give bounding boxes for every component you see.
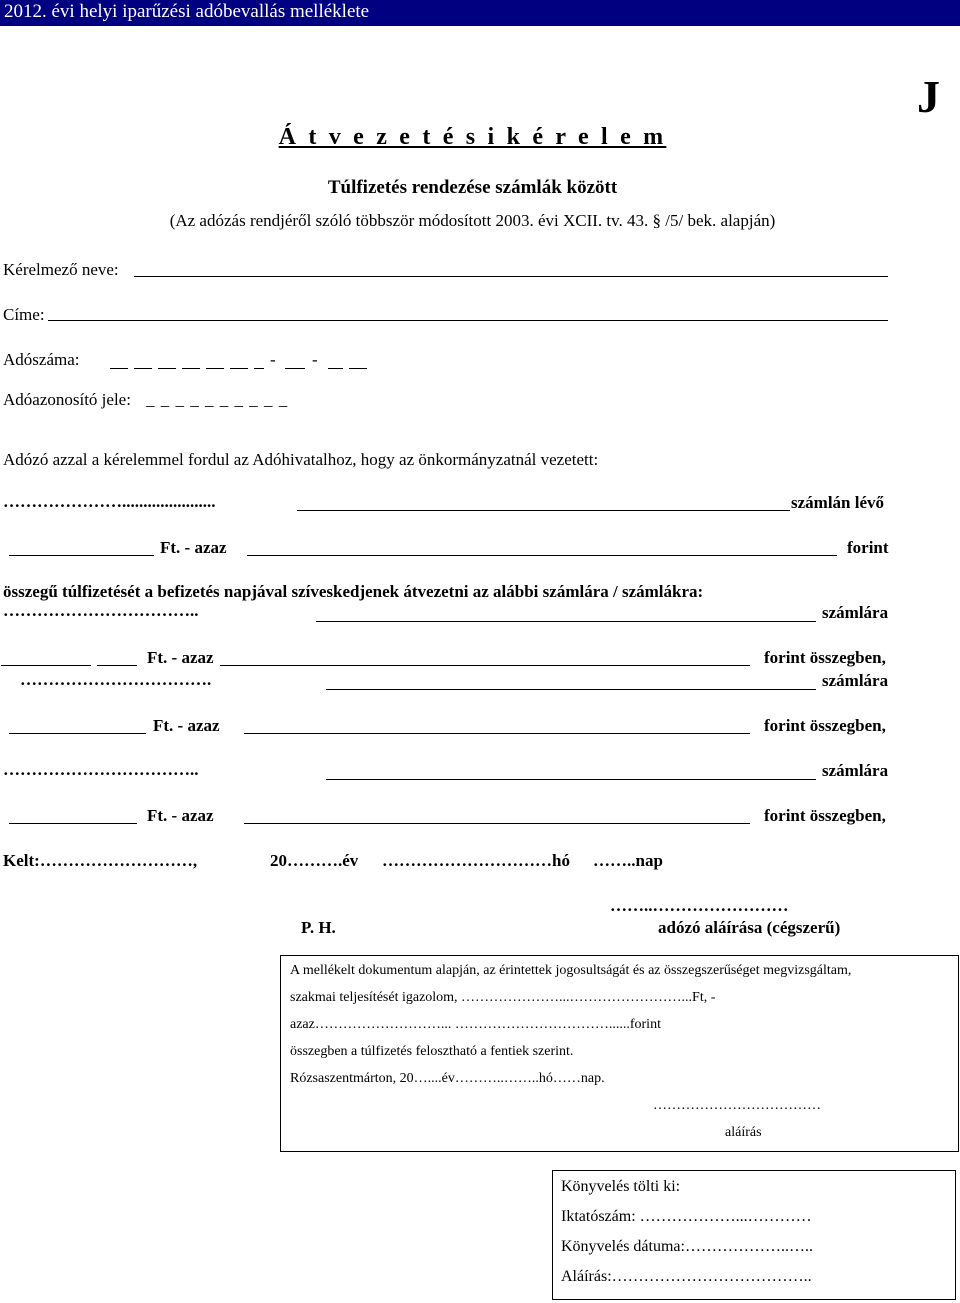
day-field[interactable]: ……..nap — [593, 851, 663, 870]
form-title: Á t v e z e t é s i k é r e l e m — [278, 124, 667, 150]
tax-digit-box[interactable] — [230, 368, 248, 369]
ph-label: P. H. — [301, 918, 336, 937]
booking-title: Könyvelés tölti ki: — [561, 1178, 681, 1195]
target-account-2-dots[interactable]: ……………………………. — [20, 670, 212, 689]
tax-digit-box[interactable] — [110, 368, 128, 369]
applicant-name-field[interactable] — [134, 276, 888, 277]
target-3-amount-field[interactable] — [9, 823, 137, 824]
source-suffix: számlán lévő — [791, 493, 885, 512]
certify-line-4: összegben a túlfizetés felosztható a fentiek szerint. — [290, 1044, 574, 1059]
certify-sign-label: aláírás — [725, 1125, 762, 1140]
target-account-3-dots[interactable]: …………………………….. — [3, 760, 199, 779]
target-account-2-field[interactable] — [326, 689, 816, 690]
target-account-3-field[interactable] — [326, 779, 816, 780]
year-field[interactable]: 20……….év — [270, 851, 359, 870]
certify-sign-dots[interactable]: ……………………………… — [653, 1098, 821, 1113]
source-amount-words-field[interactable] — [247, 555, 837, 556]
transfer-text: összegű túlfizetését a befizetés napjával szíveskedjenek átvezetni az alábbi számlára / számlákra: — [3, 582, 704, 601]
tax-digit-box[interactable] — [349, 368, 367, 369]
applicant-label: Kérelmező neve: — [3, 260, 119, 279]
tax-id-label: Adóazonosító jele: — [3, 390, 131, 409]
address-label: Címe: — [3, 305, 45, 324]
forint-osszegben-label: forint összegben, — [764, 716, 886, 735]
ft-azaz-label: Ft. - azaz — [153, 716, 220, 735]
tax-digit-box[interactable] — [285, 368, 305, 369]
certify-line-2[interactable]: szakmai teljesítését igazolom, …………………...……………………...Ft, - — [290, 990, 716, 1005]
signature-dots[interactable]: ……..…………………… — [610, 896, 789, 915]
source-account-field[interactable] — [297, 510, 790, 511]
certify-box — [280, 955, 959, 1152]
signature-label: adózó aláírása (cégszerű) — [658, 918, 841, 937]
tax-number-dash: - — [312, 350, 318, 369]
intro-text: Adózó azzal a kérelemmel fordul az Adóhivatalhoz, hogy az önkormányzatnál vezetett: — [3, 450, 599, 469]
szamlara-label: számlára — [822, 761, 889, 780]
tax-id-field[interactable]: _ _ _ _ _ _ _ _ _ _ — [146, 390, 289, 409]
ft-azaz-label: Ft. - azaz — [147, 806, 214, 825]
forint-osszegben-label: forint összegben, — [764, 648, 886, 667]
booking-signature-field[interactable]: Aláírás:……………………………….. — [561, 1268, 812, 1285]
booking-date-field[interactable]: Könyvelés dátuma:………………..….. — [561, 1238, 813, 1255]
forint-label: forint — [847, 538, 889, 557]
ft-azaz-label: Ft. - azaz — [147, 648, 214, 667]
certify-line-5[interactable]: Rózsaszentmárton, 20…....év………..……..hó……nap. — [290, 1071, 605, 1086]
booking-box — [552, 1170, 956, 1300]
tax-digit-box[interactable] — [182, 368, 200, 369]
tax-digit-box[interactable] — [158, 368, 176, 369]
szamlara-label: számlára — [822, 603, 889, 622]
tax-digit-box[interactable] — [134, 368, 152, 369]
law-reference: (Az adózás rendjéről szóló többször módosított 2003. évi XCII. tv. 43. § /5/ bek. alapján) — [169, 211, 776, 230]
target-3-words-field[interactable] — [244, 823, 750, 824]
tax-number-label: Adószáma: — [3, 350, 80, 369]
file-number-field[interactable]: Iktatószám: ………………...………… — [561, 1208, 812, 1225]
target-1-amount-field-2[interactable] — [97, 665, 137, 666]
sheet-letter: J — [917, 71, 940, 122]
header-title: 2012. évi helyi iparűzési adóbevallás melléklete — [4, 1, 370, 22]
tax-number-dash: - — [270, 350, 276, 369]
certify-line-1: A mellékelt dokumentum alapján, az érintettek jogosultságát és az összegszerűséget megvizsgáltam, — [290, 963, 852, 978]
form-subtitle: Túlfizetés rendezése számlák között — [327, 177, 618, 198]
target-2-amount-field[interactable] — [9, 733, 146, 734]
tax-digit-box[interactable] — [254, 368, 264, 369]
szamlara-label: számlára — [822, 671, 889, 690]
kelt-field[interactable]: Kelt:………………………, — [3, 851, 198, 870]
source-amount-field[interactable] — [9, 555, 154, 556]
target-1-words-field[interactable] — [220, 665, 750, 666]
month-field[interactable]: …………………………hó — [382, 851, 570, 870]
source-account-dots[interactable]: …………………...................... — [3, 492, 216, 511]
address-field[interactable] — [48, 320, 888, 321]
ft-azaz-label: Ft. - azaz — [160, 538, 227, 557]
target-1-amount-field[interactable] — [1, 665, 91, 666]
target-account-1-dots[interactable]: …………………………….. — [3, 601, 199, 620]
certify-line-3[interactable]: azaz………………………... ……………………………......forint — [290, 1017, 661, 1032]
tax-digit-box[interactable] — [328, 368, 343, 369]
target-2-words-field[interactable] — [244, 733, 750, 734]
tax-digit-box[interactable] — [206, 368, 224, 369]
forint-osszegben-label: forint összegben, — [764, 806, 886, 825]
target-account-1-field[interactable] — [316, 621, 816, 622]
